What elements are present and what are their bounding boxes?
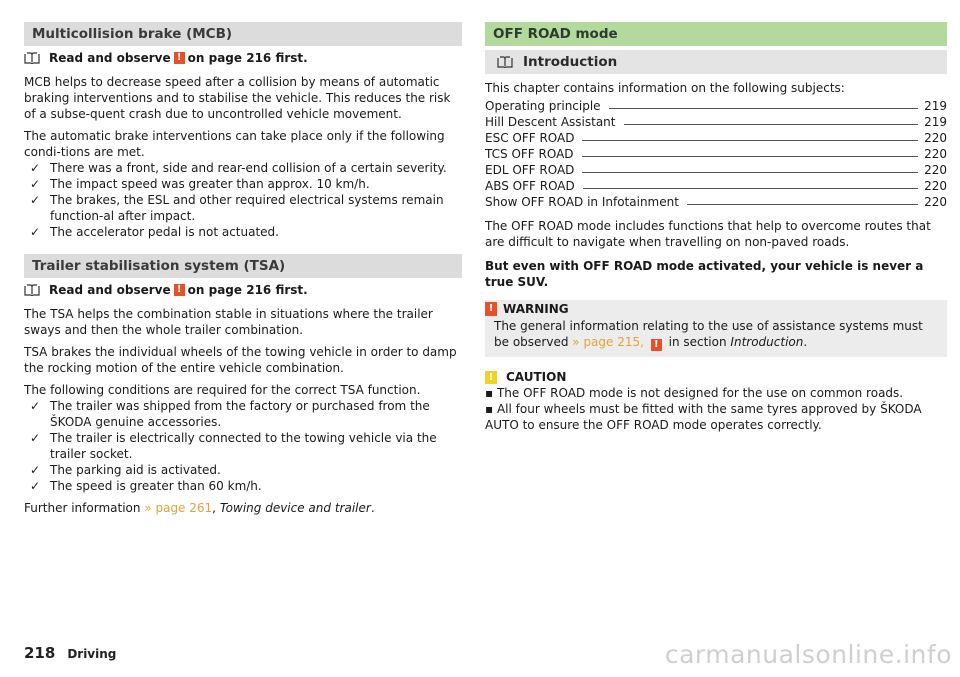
leader-line	[582, 156, 919, 157]
book-icon	[24, 284, 40, 296]
warning-text	[485, 318, 947, 351]
toc-page: 220	[924, 195, 947, 209]
mcb-heading: Multicollision brake (MCB)	[24, 22, 462, 46]
ref-text-after: on page 216 first.	[187, 283, 308, 297]
check-icon: ✓	[30, 193, 41, 207]
warning-header	[485, 300, 947, 318]
left-column	[24, 22, 462, 516]
chapter-name: Driving	[67, 647, 117, 661]
check-icon: ✓	[30, 399, 41, 413]
topic-name: Introduction	[730, 335, 804, 349]
toc-page: 220	[924, 131, 947, 145]
further-prefix: Further information	[24, 501, 141, 515]
toc-row[interactable]	[485, 130, 947, 146]
offroad-heading: OFF ROAD mode	[485, 22, 947, 46]
check-icon: ✓	[30, 431, 41, 445]
mcb-conditions-list	[24, 160, 462, 240]
toc-page: 220	[924, 163, 947, 177]
warning-icon: !	[651, 339, 662, 351]
tsa-paragraph-2: TSA brakes the individual wheels of the towing vehicle in order to damp the rocking motion of the entire vehicle combination.	[24, 345, 457, 375]
leader-line	[609, 108, 919, 109]
warning-text-mid: in section	[668, 335, 727, 349]
toc-page: 220	[924, 179, 947, 193]
toc-row[interactable]	[485, 98, 947, 114]
check-icon: ✓	[30, 161, 41, 175]
page-link[interactable]: » page 261	[144, 501, 213, 515]
book-icon	[497, 56, 513, 68]
list-item	[24, 462, 462, 478]
warning-label: WARNING	[503, 302, 569, 316]
page-link[interactable]: » page 215,	[572, 335, 644, 349]
period: .	[803, 335, 808, 349]
toc-label: ABS OFF ROAD	[485, 179, 575, 193]
warning-icon: !	[174, 284, 185, 296]
caution-item	[485, 401, 947, 433]
leader-line	[582, 172, 918, 173]
toc-row[interactable]	[485, 146, 947, 162]
mcb-paragraph-1: MCB helps to decrease speed after a collision by means of automatic braking interventions and to stabilise the vehicle. This reduces the risk of a subse-quent crash due to uncontrolled vehicle movement.	[24, 75, 451, 121]
leader-line	[582, 140, 918, 141]
list-item-text: The speed is greater than 60 km/h.	[50, 479, 262, 493]
list-item-text: The parking aid is activated.	[50, 463, 221, 477]
page-number: 218	[24, 644, 56, 662]
introduction-heading	[485, 50, 947, 74]
toc-row[interactable]	[485, 162, 947, 178]
introduction-title: Introduction	[523, 54, 618, 70]
toc-page: 219	[924, 115, 947, 129]
warning-text-before: The general information relating to the use of assistance systems must be observed	[494, 319, 923, 349]
ref-text-after: on page 216 first.	[187, 51, 308, 65]
toc-row[interactable]	[485, 114, 947, 130]
warning-icon: !	[174, 52, 185, 64]
page-footer	[24, 644, 116, 662]
tsa-paragraph-3: The following conditions are required for the correct TSA function.	[24, 383, 421, 397]
caution-item-text: The OFF ROAD mode is not designed for the use on common roads.	[496, 386, 904, 400]
toc-label: Hill Descent Assistant	[485, 115, 616, 129]
bullet-icon: ▪	[485, 386, 494, 400]
check-icon: ✓	[30, 463, 41, 477]
right-column	[485, 22, 947, 433]
mcb-paragraph-2: The automatic brake interventions can take place only if the following condi-tions are met.	[24, 129, 445, 159]
watermark: carmanualsonline.info	[664, 640, 952, 669]
toc-label: EDL OFF ROAD	[485, 163, 575, 177]
list-item	[24, 160, 462, 176]
toc-page: 220	[924, 147, 947, 161]
toc-row[interactable]	[485, 178, 947, 194]
list-item	[24, 224, 462, 240]
caution-label: CAUTION	[506, 370, 567, 384]
check-icon: ✓	[30, 479, 41, 493]
toc-page: 219	[924, 99, 947, 113]
list-item	[24, 430, 462, 462]
offroad-paragraph-1: The OFF ROAD mode includes functions that help to overcome routes that are difficult to navigate when travelling on non-paved roads.	[485, 219, 931, 249]
further-information	[24, 500, 462, 516]
leader-line	[583, 188, 918, 189]
ref-text-before: Read and observe	[49, 51, 171, 65]
list-item	[24, 398, 462, 430]
list-item-text: The brakes, the ESL and other required electrical systems remain function-al after impact.	[50, 193, 444, 223]
list-item	[24, 478, 462, 494]
list-item-text: There was a front, side and rear-end collision of a certain severity.	[50, 161, 447, 175]
separator: ,	[212, 501, 216, 515]
toc-label: TCS OFF ROAD	[485, 147, 574, 161]
list-item-text: The trailer was shipped from the factory or purchased from the ŠKODA genuine accessories.	[50, 399, 430, 429]
warning-icon: !	[485, 302, 497, 316]
list-item-text: The trailer is electrically connected to the towing vehicle via the trailer socket.	[50, 431, 437, 461]
leader-line	[687, 204, 918, 205]
caution-item	[485, 385, 947, 401]
book-icon	[24, 52, 40, 64]
tsa-heading: Trailer stabilisation system (TSA)	[24, 254, 462, 278]
tsa-paragraph-1: The TSA helps the combination stable in situations where the trailer sways and then the whole trailer combination.	[24, 307, 433, 337]
ref-text-before: Read and observe	[49, 283, 171, 297]
tsa-reference	[24, 280, 462, 300]
caution-item-text: All four wheels must be fitted with the same tyres approved by ŠKODA AUTO to ensure the OFF ROAD mode operates correctly.	[485, 402, 922, 432]
list-item-text: The accelerator pedal is not actuated.	[50, 225, 279, 239]
leader-line	[624, 124, 919, 125]
period: .	[370, 501, 375, 515]
check-icon: ✓	[30, 177, 41, 191]
list-item	[24, 176, 462, 192]
list-item-text: The impact speed was greater than approx. 10 km/h.	[50, 177, 370, 191]
toc-label: Show OFF ROAD in Infotainment	[485, 195, 679, 209]
bullet-icon: ▪	[485, 402, 494, 416]
check-icon: ✓	[30, 225, 41, 239]
list-item	[24, 192, 462, 224]
introduction-text: This chapter contains information on the following subjects:	[485, 81, 845, 95]
mcb-reference	[24, 48, 462, 68]
tsa-conditions-list	[24, 398, 462, 494]
toc-row[interactable]	[485, 194, 947, 210]
table-of-contents	[485, 98, 947, 210]
toc-label: ESC OFF ROAD	[485, 131, 575, 145]
warning-box	[485, 300, 947, 357]
topic-name: Towing device and trailer	[219, 501, 371, 515]
toc-label: Operating principle	[485, 99, 601, 113]
offroad-paragraph-2: But even with OFF ROAD mode activated, your vehicle is never a true SUV.	[485, 259, 924, 289]
caution-icon: !	[485, 371, 497, 384]
caution-header	[485, 369, 947, 385]
